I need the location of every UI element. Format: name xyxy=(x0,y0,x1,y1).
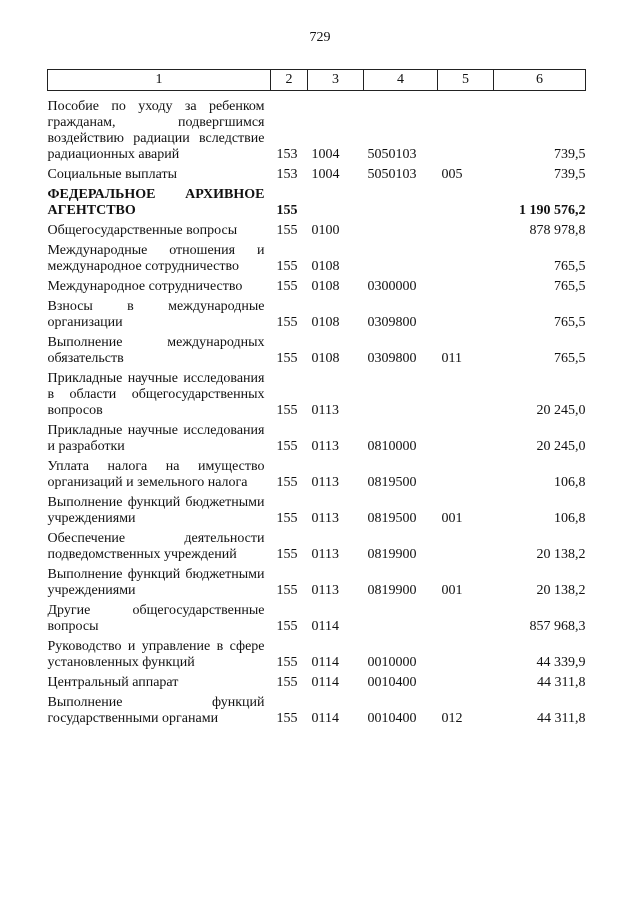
row-code-4: 0300000 xyxy=(367,279,417,294)
row-amount: 878 978,8 xyxy=(529,223,586,238)
row-code-4: 0819900 xyxy=(367,583,417,598)
row-code-4 xyxy=(364,223,438,243)
row-amount: 765,5 xyxy=(554,351,586,366)
row-amount: 44 339,9 xyxy=(536,655,586,670)
table-row xyxy=(48,675,586,695)
page-number: 729 xyxy=(309,30,331,45)
row-code-4: 0819500 xyxy=(367,475,417,490)
row-code-2: 153 xyxy=(276,167,298,182)
row-code-3: 0114 xyxy=(311,675,339,690)
row-code-5 xyxy=(438,531,494,567)
row-code-4: 0010400 xyxy=(367,711,417,726)
table-body xyxy=(48,91,586,732)
row-code-2: 155 xyxy=(276,619,298,634)
row-code-2: 155 xyxy=(276,675,298,690)
row-code-4: 0010400 xyxy=(367,675,417,690)
row-code-2: 155 xyxy=(276,351,298,366)
table-row xyxy=(48,371,586,423)
row-code-5 xyxy=(438,243,494,279)
row-code-3: 0113 xyxy=(311,403,339,418)
row-code-5 xyxy=(438,675,494,695)
table-row xyxy=(48,459,586,495)
header-col-4: 4 xyxy=(364,70,438,91)
row-amount: 765,5 xyxy=(554,259,586,274)
row-code-5 xyxy=(438,91,494,168)
row-code-2: 155 xyxy=(276,439,298,454)
row-code-3: 0108 xyxy=(311,351,340,366)
row-code-5: 011 xyxy=(441,351,462,366)
table-row xyxy=(48,423,586,459)
table-row xyxy=(48,167,586,187)
row-name: Центральный аппарат xyxy=(47,675,179,690)
row-name: Выполнение функций бюджетными учреждениями xyxy=(47,567,265,598)
row-code-4: 5050103 xyxy=(367,167,417,182)
row-code-3: 0108 xyxy=(311,315,340,330)
row-code-4: 0819900 xyxy=(367,547,417,562)
table-row xyxy=(48,567,586,603)
row-code-3: 0108 xyxy=(311,279,340,294)
row-code-3: 0113 xyxy=(311,511,339,526)
row-amount: 44 311,8 xyxy=(537,711,586,726)
row-name: Уплата налога на имущество организаций и земельного налога xyxy=(47,459,265,490)
row-name: Взносы в международные организации xyxy=(47,299,265,330)
row-amount: 765,5 xyxy=(554,279,586,294)
row-code-4: 0309800 xyxy=(367,315,417,330)
row-name: Другие общегосударственные вопросы xyxy=(47,603,265,634)
row-name: Обеспечение деятельности подведомственных учреждений xyxy=(47,531,265,562)
row-code-4: 0010000 xyxy=(367,655,417,670)
row-name: Международные отношения и международное сотрудничество xyxy=(47,243,265,274)
row-name: Выполнение функций бюджетными учреждениями xyxy=(47,495,265,526)
row-code-3: 0114 xyxy=(311,711,339,726)
row-code-3: 1004 xyxy=(311,167,340,182)
row-code-5 xyxy=(438,371,494,423)
row-amount: 20 245,0 xyxy=(536,403,586,418)
table-row xyxy=(48,223,586,243)
row-code-3: 0113 xyxy=(311,583,339,598)
row-amount: 106,8 xyxy=(554,511,586,526)
row-code-2: 155 xyxy=(276,475,298,490)
row-amount: 20 138,2 xyxy=(536,583,586,598)
header-col-5: 5 xyxy=(438,70,494,91)
table-row xyxy=(48,279,586,299)
row-name: Международное сотрудничество xyxy=(47,279,243,294)
row-code-3: 1004 xyxy=(311,147,340,162)
header-col-2: 2 xyxy=(271,70,308,91)
row-code-5: 012 xyxy=(441,711,463,726)
row-code-5 xyxy=(438,299,494,335)
table-row xyxy=(48,243,586,279)
header-col-6: 6 xyxy=(494,70,586,91)
row-code-2: 155 xyxy=(276,315,298,330)
row-code-2: 155 xyxy=(276,547,298,562)
row-code-4 xyxy=(364,371,438,423)
row-code-4: 0819500 xyxy=(367,511,417,526)
row-amount: 857 968,3 xyxy=(529,619,586,634)
row-code-2: 155 xyxy=(276,511,298,526)
table-row xyxy=(48,299,586,335)
row-code-2: 155 xyxy=(276,279,298,294)
row-amount: 1 190 576,2 xyxy=(519,203,586,218)
row-code-3 xyxy=(308,187,364,223)
table-row xyxy=(48,695,586,731)
row-code-3: 0108 xyxy=(311,259,340,274)
row-amount: 765,5 xyxy=(554,315,586,330)
row-code-5 xyxy=(438,223,494,243)
header-col-1: 1 xyxy=(48,70,271,91)
row-name: Общегосударственные вопросы xyxy=(47,223,238,238)
row-code-4 xyxy=(364,243,438,279)
row-code-5 xyxy=(438,279,494,299)
row-code-4: 0309800 xyxy=(367,351,417,366)
row-amount: 20 138,2 xyxy=(536,547,586,562)
row-code-2: 155 xyxy=(276,203,298,218)
row-code-5 xyxy=(438,639,494,675)
row-code-5: 001 xyxy=(441,511,463,526)
row-code-5: 005 xyxy=(441,167,463,182)
row-code-2: 155 xyxy=(276,583,298,598)
row-amount: 739,5 xyxy=(554,147,586,162)
row-name: Социальные выплаты xyxy=(47,167,178,182)
row-name: ФЕДЕРАЛЬНОЕ АРХИВНОЕ АГЕНТСТВО xyxy=(47,187,265,218)
row-code-5 xyxy=(438,187,494,223)
row-name: Прикладные научные исследования и разработки xyxy=(47,423,265,454)
table-row xyxy=(48,91,586,168)
table-row xyxy=(48,531,586,567)
row-amount: 739,5 xyxy=(554,167,586,182)
row-code-5 xyxy=(438,423,494,459)
row-code-4: 0810000 xyxy=(367,439,417,454)
row-code-3: 0113 xyxy=(311,439,339,454)
row-amount: 20 245,0 xyxy=(536,439,586,454)
row-code-2: 155 xyxy=(276,711,298,726)
row-amount: 106,8 xyxy=(554,475,586,490)
row-code-3: 0100 xyxy=(311,223,340,238)
row-name: Пособие по уходу за ребенком гражданам, подвергшимся воздействию радиации вследствие радиационных аварий xyxy=(47,99,265,162)
row-name: Руководство и управление в сфере установленных функций xyxy=(47,639,265,670)
row-code-4 xyxy=(364,603,438,639)
row-code-4 xyxy=(364,187,438,223)
header-row xyxy=(48,70,586,91)
row-code-5 xyxy=(438,603,494,639)
row-code-3: 0113 xyxy=(311,547,339,562)
table-header xyxy=(48,70,586,91)
table-row xyxy=(48,495,586,531)
row-code-2: 155 xyxy=(276,223,298,238)
table-row xyxy=(48,335,586,371)
row-code-2: 155 xyxy=(276,259,298,274)
header-col-3: 3 xyxy=(308,70,364,91)
row-code-3: 0114 xyxy=(311,619,339,634)
table-row xyxy=(48,603,586,639)
row-code-3: 0114 xyxy=(311,655,339,670)
row-code-5 xyxy=(438,459,494,495)
table-row xyxy=(48,187,586,223)
table-row xyxy=(48,639,586,675)
budget-table xyxy=(47,69,586,731)
row-code-2: 155 xyxy=(276,403,298,418)
row-code-5: 001 xyxy=(441,583,463,598)
row-code-3: 0113 xyxy=(311,475,339,490)
row-code-2: 153 xyxy=(276,147,298,162)
row-name: Выполнение международных обязательств xyxy=(47,335,265,366)
row-code-2: 155 xyxy=(276,655,298,670)
row-code-4: 5050103 xyxy=(367,147,417,162)
row-name: Прикладные научные исследования в области общегосударственных вопросов xyxy=(47,371,265,418)
row-name: Выполнение функций государственными органами xyxy=(47,695,265,726)
row-amount: 44 311,8 xyxy=(537,675,586,690)
